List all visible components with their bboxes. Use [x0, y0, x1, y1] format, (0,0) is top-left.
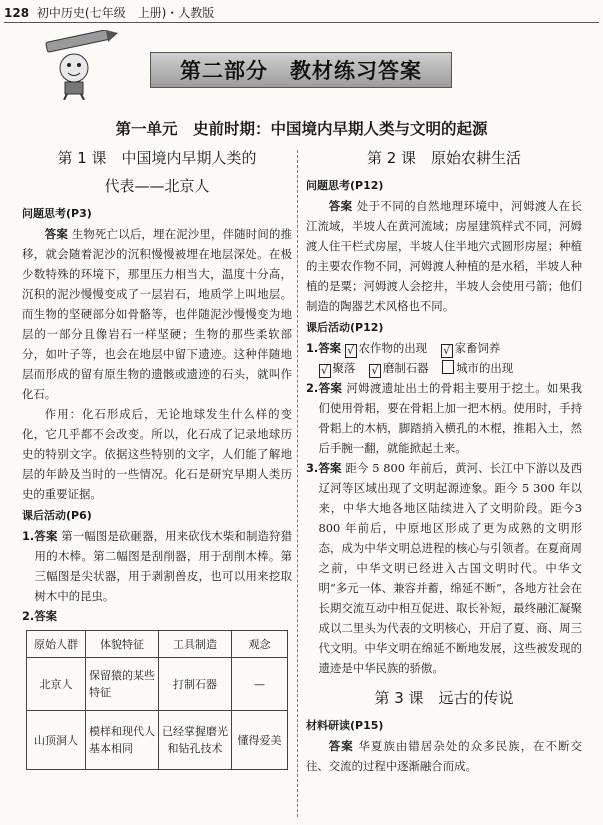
- lesson1-title-line2: 代表——北京人: [104, 177, 210, 195]
- lesson2-options-row2: [306, 358, 582, 378]
- table-cell: 北京人: [27, 658, 86, 711]
- option-crops: [345, 341, 427, 355]
- lesson1-title-line1: 第 1 课 中国境内早期人类的: [57, 149, 257, 167]
- item-number: 1.: [306, 341, 319, 355]
- table-cell: 懂得爱美: [232, 711, 288, 770]
- answer-text: 第一幅图是砍砸器，用来砍伐木柴和制造狩猎用的木棒。第二幅图是刮削器，用于刮削木棒。第三幅图是尖状器，用于剥割兽皮，也可以用来挖取树木中的昆虫。: [34, 529, 292, 603]
- item-number: 2.: [22, 609, 35, 623]
- lesson3-answer: [306, 736, 582, 776]
- lesson1-activity-section: 课后活动(P6): [22, 509, 92, 522]
- table-header-row: [27, 631, 288, 658]
- lesson1-question-answer: [22, 224, 292, 404]
- checkbox-icon: √: [441, 344, 453, 358]
- option-settlement: [319, 361, 356, 375]
- option-polished-stone: [369, 361, 429, 375]
- table-cell: 山顶洞人: [27, 711, 86, 770]
- lesson1-title: [22, 144, 292, 200]
- table-cell: —: [232, 658, 288, 711]
- book-title: 初中历史(七年级 上册)・人教版: [36, 6, 215, 20]
- answer-text: 华夏族由错居杂处的众多民族，在不断交往、交流的过程中逐渐融合而成。: [306, 739, 582, 773]
- table-row: [27, 711, 288, 770]
- lesson1-activity-2: [22, 606, 292, 626]
- lesson2-title: 第 2 课 原始农耕生活: [366, 149, 522, 167]
- lesson2-question-answer: [306, 196, 582, 316]
- right-column: [306, 142, 582, 776]
- table-cell: 模样和现代人基本相同: [86, 711, 159, 770]
- answer-label: 答案: [328, 199, 353, 213]
- option-label: 农作物的出现: [358, 341, 428, 355]
- item-number: 2.: [306, 381, 319, 395]
- table-header-cell: 工具制造: [159, 631, 232, 658]
- lesson1-activity-1: [22, 526, 292, 606]
- left-column: [22, 142, 292, 770]
- option-label: 磨制石器: [382, 361, 429, 375]
- item-number: 1.: [22, 529, 35, 543]
- option-label: 城市的出现: [456, 361, 514, 375]
- lesson3-title: 第 3 课 远古的传说: [374, 689, 514, 707]
- answer-text: 河姆渡遗址出土的骨耜主要用于挖土。如果我们使用骨耜，要在骨耜上加一把木柄。使用时，手持骨耜上的木柄，脚踏捎入横孔的木棍，推耜入土，然后手腕一翻，就能掀起土来。: [318, 381, 582, 455]
- lesson2-question-section: 问题思考(P12): [306, 179, 384, 192]
- answer-label: 答案: [318, 381, 343, 395]
- lesson1-question-answer-2: 作用：化石形成后，无论地球发生什么样的变化，它几乎都不会改变。所以，化石成了记录地球历史的特别文字。依据这些特别的文字，人们能了解地层的年龄及当时的一些情况。化石是研究早期人类历史的重要证据。: [22, 407, 292, 501]
- lesson3-section: 材料研读(P15): [306, 719, 384, 732]
- lesson2-activity-section: 课后活动(P12): [306, 321, 384, 334]
- option-livestock: [441, 341, 501, 355]
- checkbox-empty-icon: [442, 360, 454, 374]
- answer-label: 答案: [44, 227, 68, 241]
- table-cell: 打制石器: [159, 658, 232, 711]
- page-header: [4, 4, 214, 21]
- answer-text: 处于不同的自然地理环境中，河姆渡人在长江流域，半坡人在黄河流域；房屋建筑样式不同，河姆渡人住干栏式房屋，半坡人住半地穴式圆形房屋；种植的主要农作物不同，河姆渡人种植的是水稻，半坡人种植的是粟；河姆渡人会挖井，半坡人会使用弓箭；他们制造的陶器艺术风格也不同。: [306, 199, 582, 313]
- column-divider: [297, 150, 298, 817]
- answer-label: 答案: [318, 341, 342, 355]
- lesson2-activity-2: [306, 378, 582, 458]
- answer-text: 距今 5 800 年前后，黄河、长江中下游以及西辽河等区域出现了文明起源迹象。距今 5 300 年以来，中华大地各地区陆续进入了文明阶段。距今3 800 年前后，中原地区形成了更为成熟的文明形态，成为中华文明总进程的核心与引领者。在夏商周之前，中华文明已经进入古国文明时代。中华文明“多元一体、兼容并蓄，绵延不断”，各地方社会在长期交流互动中相互促进、取长补短，最终融汇凝聚成以二里头为代表的文明核心，开启了夏、商、周三代文明。中华文明在绵延不断地发展，这些被发现的遗迹是中华民族的骄傲。: [318, 461, 582, 675]
- table-cell: 已经掌握磨光和钻孔技术: [159, 711, 232, 770]
- table-cell: 保留猿的某些特征: [86, 658, 159, 711]
- lesson2-activity-3: [306, 458, 582, 678]
- answer-label: 答案: [34, 609, 58, 623]
- checkbox-icon: √: [369, 364, 381, 378]
- option-label: 聚落: [332, 361, 356, 375]
- answer-label: 答案: [318, 461, 342, 475]
- table-header-cell: 体貌特征: [86, 631, 159, 658]
- option-label: 家畜饲养: [454, 341, 501, 355]
- lesson2-activity-1: [306, 338, 582, 358]
- table-row: [27, 658, 288, 711]
- answer-label: 答案: [328, 739, 354, 753]
- checkbox-icon: √: [345, 344, 357, 358]
- checkbox-icon: √: [319, 364, 331, 378]
- table-header-cell: 观念: [232, 631, 288, 658]
- pencil-mascot-icon: [40, 30, 120, 100]
- lesson1-question-section: 问题思考(P3): [22, 207, 92, 220]
- part-banner: 第二部分 教材练习答案: [150, 52, 452, 88]
- header-rule: [4, 22, 599, 23]
- table-header-cell: 原始人群: [27, 631, 86, 658]
- answer-label: 答案: [34, 529, 58, 543]
- answer-text: 生物死亡以后，埋在泥沙里，伴随时间的推移，就会随着泥沙的沉积慢慢被埋在地层深处。在极少数特殊的环境下，那里压力相当大，温度十分高，沉积的泥沙慢慢变成了一层岩石，地质学上叫地层。而生物的坚硬部分如骨骼等，也伴随泥沙慢慢变为地层的一部分且像岩石一样坚硬；生物的那些柔软部分，如叶子等，也会在地层中留下遗迹。这种伴随地层而形成的留有原生物的遗骸或遗迹的石头，就叫作化石。: [22, 227, 292, 401]
- unit-title: 第一单元 史前时期：中国境内早期人类与文明的起源: [115, 120, 488, 138]
- page-number: 128: [4, 6, 30, 20]
- comparison-table: [26, 630, 288, 770]
- item-number: 3.: [306, 461, 319, 475]
- option-city: [442, 361, 513, 375]
